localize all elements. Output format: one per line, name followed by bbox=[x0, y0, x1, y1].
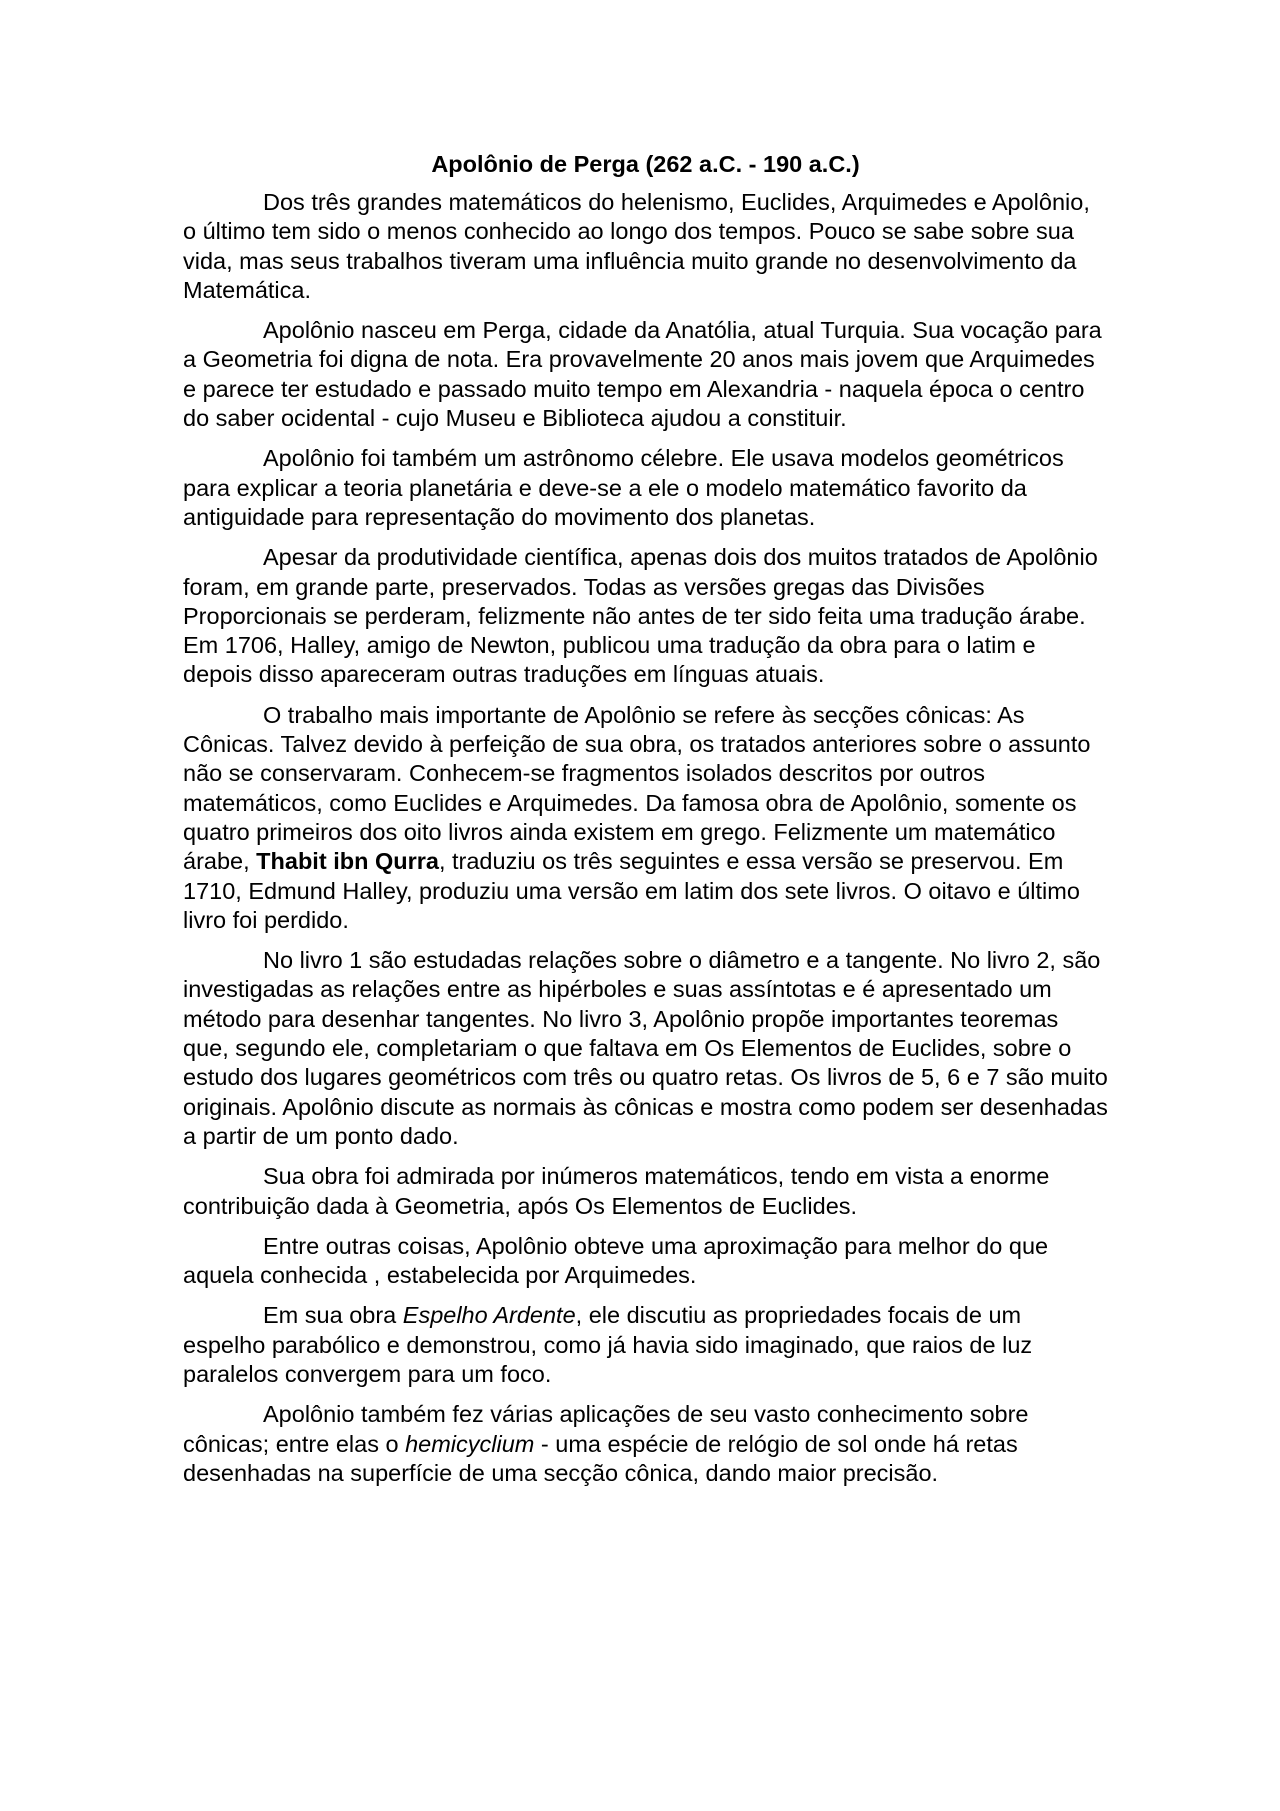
paragraph-10-text-b: - uma espécie de relógio de sol onde há retas desenhadas na superfície de uma secção cônica, dando maior precisão. bbox=[183, 1430, 1018, 1486]
paragraph-3: Apolônio foi também um astrônomo célebre. Ele usava modelos geométricos para explicar a teoria planetária e deve-se a ele o modelo matemático favorito da antiguidade para representação do movimento dos planetas. bbox=[183, 445, 1064, 530]
paragraph-9 bbox=[183, 1301, 1108, 1389]
document-page bbox=[183, 150, 1108, 1499]
paragraph-5-text-b: , traduziu os três seguintes e essa versão se preservou. Em 1710, Edmund Halley, produziu uma versão em latim dos sete livros. O oitavo e último livro foi perdido. bbox=[183, 848, 1080, 933]
paragraph-10-text-a: Apolônio também fez várias aplicações de seu vasto conhecimento sobre cônicas; entre elas o bbox=[183, 1401, 1029, 1457]
paragraph-7: Sua obra foi admirada por inúmeros matemáticos, tendo em vista a enorme contribuição dada à Geometria, após Os Elementos de Euclides. bbox=[183, 1163, 1050, 1219]
paragraph-8: Entre outras coisas, Apolônio obteve uma aproximação para melhor do que aquela conhecida , estabelecida por Arquimedes. bbox=[183, 1232, 1049, 1289]
paragraph-10 bbox=[183, 1400, 1108, 1488]
paragraph-9-text-b: , ele discutiu as propriedades focais de um espelho parabólico e demonstrou, como já havia sido imaginado, que raios de luz paralelos convergem para um foco. bbox=[183, 1302, 1033, 1387]
document-title: Apolônio de Perga (262 a.C. - 190 a.C.) bbox=[431, 151, 860, 177]
paragraph-5-bold-name: Thabit ibn Qurra bbox=[256, 848, 439, 875]
paragraph-5-text-a: O trabalho mais importante de Apolônio se refere às secções cônicas: As Cônicas. Talvez devido à perfeição de sua obra, os tratados anteriores sobre o assunto não se conservaram. Conhecem-se fragmentos isolados descritos por outros matemáticos, como Euclides e Arquimedes. Da famosa obra de Apolônio, somente os quatro primeiros dos oito livros ainda existem em grego. Felizmente um matemático árabe, bbox=[183, 701, 1091, 875]
paragraph-9-text-a: Em sua obra bbox=[263, 1302, 403, 1329]
paragraph-10-italic-term: hemicyclium bbox=[405, 1430, 535, 1457]
paragraph-1: Dos três grandes matemáticos do helenismo, Euclides, Arquimedes e Apolônio, o último tem sido o menos conhecido ao longo dos tempos. Pouco se sabe sobre sua vida, mas seus trabalhos tiveram uma influência muito grande no desenvolvimento da Matemática. bbox=[183, 189, 1090, 303]
paragraph-2: Apolônio nasceu em Perga, cidade da Anatólia, atual Turquia. Sua vocação para a Geometria foi digna de nota. Era provavelmente 20 anos mais jovem que Arquimedes e parece ter estudado e passado muito tempo em Alexandria - naquela época o centro do saber ocidental - cujo Museu e Biblioteca ajudou a constituir. bbox=[183, 317, 1102, 432]
paragraph-6: No livro 1 são estudadas relações sobre o diâmetro e a tangente. No livro 2, são investigadas as relações entre as hipérboles e suas assíntotas e é apresentado um método para desenhar tangentes. No livro 3, Apolônio propõe importantes teoremas que, segundo ele, completariam o que faltava em Os Elementos de Euclides, sobre o estudo dos lugares geométricos com três ou quatro retas. Os livros de 5, 6 e 7 são muito originais. Apolônio discute as normais às cônicas e mostra como podem ser desenhadas a partir de um ponto dado. bbox=[183, 947, 1108, 1149]
paragraph-9-italic-title: Espelho Ardente bbox=[402, 1302, 576, 1329]
paragraph-4: Apesar da produtividade científica, apenas dois dos muitos tratados de Apolônio foram, em grande parte, preservados. Todas as versões gregas das Divisões Proporcionais se perderam, felizmente não antes de ter sido feita uma tradução árabe. Em 1706, Halley, amigo de Newton, publicou uma tradução da obra para o latim e depois disso apareceram outras traduções em línguas atuais. bbox=[183, 544, 1098, 688]
paragraph-5 bbox=[183, 701, 1108, 935]
